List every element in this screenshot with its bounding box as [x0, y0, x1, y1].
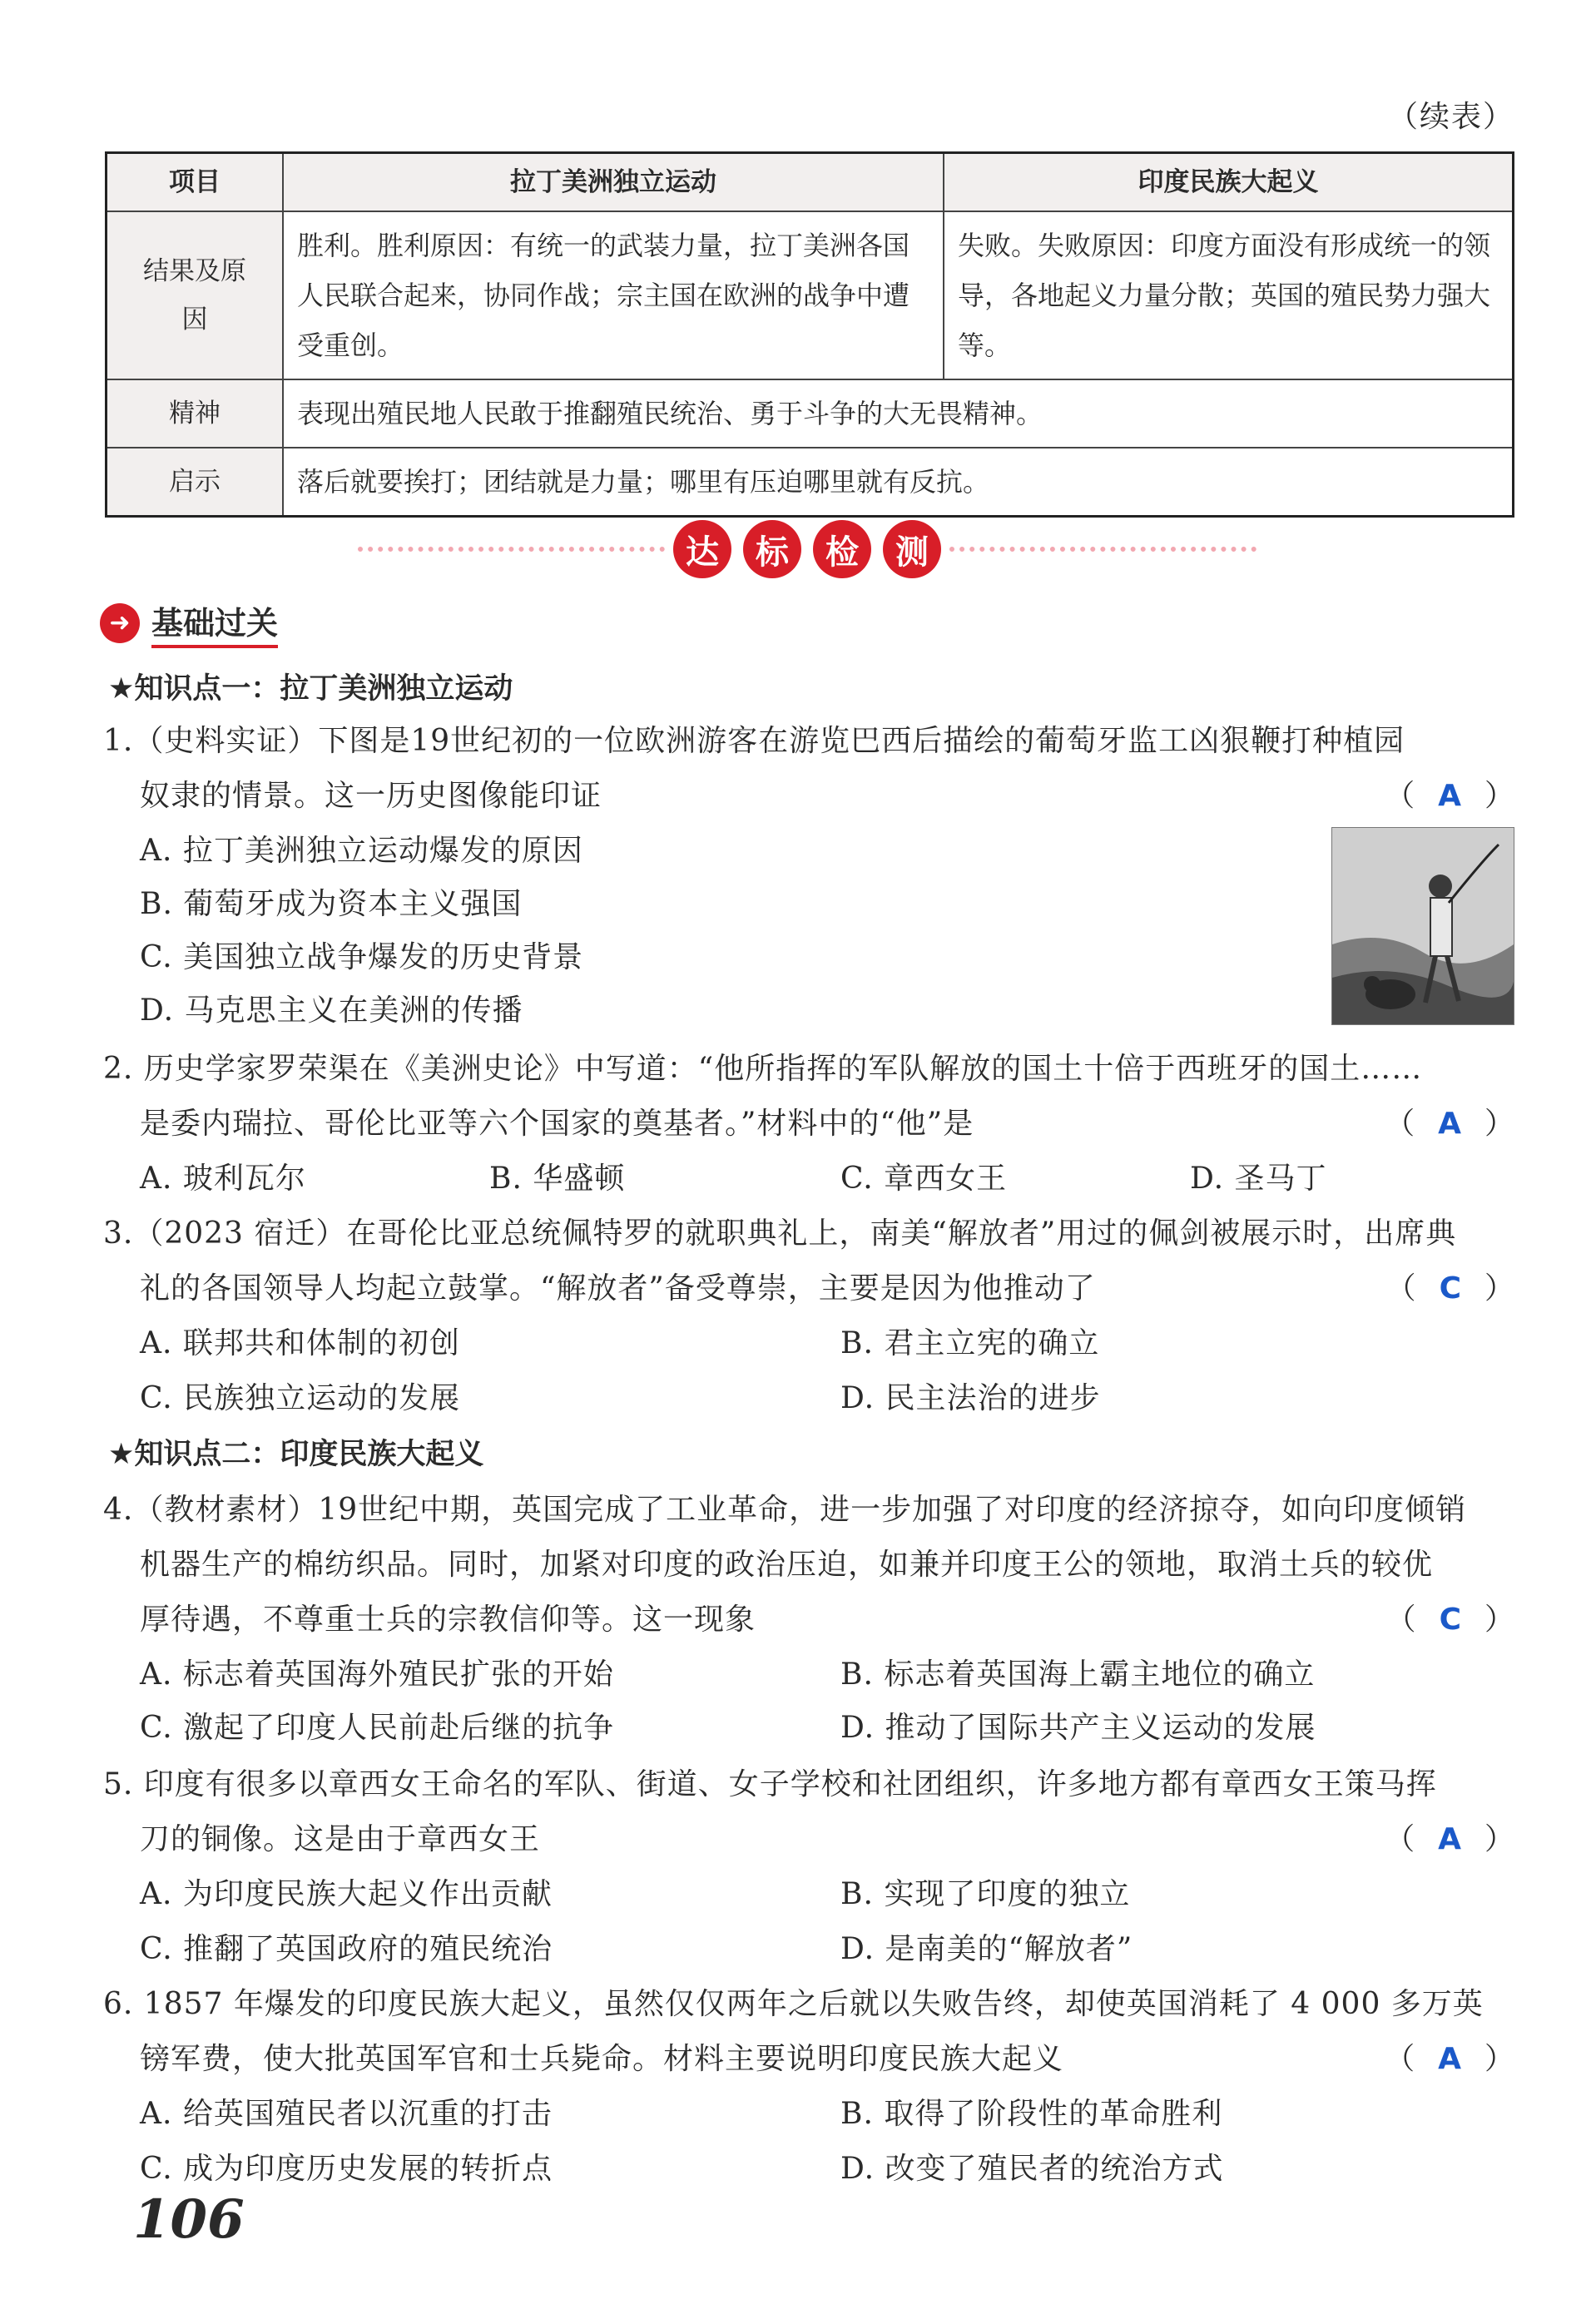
- option-2c: C. 章西女王: [840, 1162, 1008, 1196]
- question-6-line-2: 镑军费，使大批英国军官和士兵毙命。材料主要说明印度民族大起义: [140, 2042, 1064, 2076]
- answer-2: （ A ）: [1385, 1107, 1514, 1141]
- plantation-illustration: [1331, 827, 1514, 1025]
- answer-letter: A: [1438, 1107, 1461, 1141]
- answer-6: （ A ）: [1385, 2042, 1514, 2076]
- header-item: 项目: [107, 153, 284, 212]
- row-label: 结果及原因: [107, 211, 284, 379]
- section-title: 基础过关: [151, 597, 278, 648]
- badge: 标: [743, 520, 801, 578]
- header-india: 印度民族大起义: [944, 153, 1514, 212]
- header-latin: 拉丁美洲独立运动: [283, 153, 944, 212]
- option-1b: B. 葡萄牙成为资本主义强国: [140, 887, 523, 921]
- question-4-line-2: 机器生产的棉纺织品。同时，加紧对印度的政治压迫，如兼并印度王公的领地，取消土兵的较优: [140, 1548, 1434, 1582]
- option-6b: B. 取得了阶段性的革命胜利: [840, 2097, 1223, 2131]
- table-header-row: [107, 153, 1514, 212]
- option-5b: B. 实现了印度的独立: [840, 1877, 1131, 1911]
- answer-1: （ A ）: [1385, 779, 1514, 813]
- question-2-line-1: 2. 历史学家罗荣渠在《美洲史论》中写道：“他所指挥的军队解放的国土十倍于西班牙的国土……: [103, 1052, 1423, 1086]
- option-4c: C. 激起了印度人民前赴后继的抗争: [140, 1711, 615, 1745]
- page-number: 106: [133, 2188, 245, 2251]
- question-5-line-2: 刀的铜像。这是由于章西女王: [140, 1822, 541, 1856]
- row-label: 精神: [107, 379, 284, 448]
- badge: 检: [813, 520, 871, 578]
- question-5-line-1: 5. 印度有很多以章西女王命名的军队、街道、女子学校和社团组织，许多地方都有章西女王策马挥: [103, 1767, 1437, 1801]
- option-1a: A. 拉丁美洲独立运动爆发的原因: [140, 834, 583, 868]
- badge: 达: [673, 520, 731, 578]
- option-3d: D. 民主法治的进步: [840, 1381, 1101, 1415]
- table-row: [107, 448, 1514, 517]
- option-1d: D. 马克思主义在美洲的传播: [140, 993, 523, 1028]
- knowledge-point-1: ★知识点一：拉丁美洲独立运动: [108, 672, 513, 706]
- section-heading: [100, 597, 278, 648]
- option-4d: D. 推动了国际共产主义运动的发展: [840, 1711, 1316, 1745]
- cell-latin-result: 胜利。胜利原因：有统一的武装力量，拉丁美洲各国人民联合起来，协同作战；宗主国在欧洲的战争中遭受重创。: [283, 211, 944, 379]
- cell-spirit: 表现出殖民地人民敢于推翻殖民统治、勇于斗争的大无畏精神。: [283, 379, 1514, 448]
- question-2-line-2: 是委内瑞拉、哥伦比亚等六个国家的奠基者。”材料中的“他”是: [140, 1107, 974, 1141]
- option-6a: A. 给英国殖民者以沉重的打击: [140, 2097, 553, 2131]
- option-2a: A. 玻利瓦尔: [140, 1162, 306, 1196]
- summary-table: [105, 151, 1514, 518]
- answer-5: （ A ）: [1385, 1822, 1514, 1856]
- option-6c: C. 成为印度历史发展的转折点: [140, 2152, 553, 2186]
- option-2b: B. 华盛顿: [489, 1162, 626, 1196]
- question-4-line-1: 4.（教材素材）19世纪中期，英国完成了工业革命，进一步加强了对印度的经济掠夺，如向印度倾销: [103, 1493, 1467, 1527]
- section-divider: [349, 516, 1265, 582]
- continued-label: （续表）: [1387, 100, 1514, 134]
- illustration-drawing: [1332, 828, 1514, 1024]
- arrow-right-icon: ➜: [100, 603, 140, 643]
- option-3b: B. 君主立宪的确立: [840, 1326, 1100, 1360]
- cell-inspiration: 落后就要挨打；团结就是力量；哪里有压迫哪里就有反抗。: [283, 448, 1514, 517]
- question-3-line-1: 3.（2023 宿迁）在哥伦比亚总统佩特罗的就职典礼上，南美“解放者”用过的佩剑被展示时，出席典: [103, 1216, 1457, 1251]
- badge: 测: [883, 520, 941, 578]
- option-5c: C. 推翻了英国政府的殖民统治: [140, 1932, 553, 1966]
- question-1-line-2: 奴隶的情景。这一历史图像能印证: [140, 779, 602, 813]
- option-3c: C. 民族独立运动的发展: [140, 1381, 461, 1415]
- option-5d: D. 是南美的“解放者”: [840, 1932, 1133, 1966]
- question-3-line-2: 礼的各国领导人均起立鼓掌。“解放者”备受尊崇，主要是因为他推动了: [140, 1271, 1096, 1306]
- answer-letter: A: [1438, 1822, 1461, 1856]
- answer-3: （ C ）: [1385, 1271, 1514, 1306]
- question-4-line-3: 厚待遇，不尊重士兵的宗教信仰等。这一现象: [140, 1603, 756, 1637]
- answer-letter: C: [1439, 1271, 1461, 1306]
- table-row: [107, 379, 1514, 448]
- table-row: [107, 211, 1514, 379]
- option-4b: B. 标志着英国海上霸主地位的确立: [840, 1657, 1316, 1692]
- answer-4: （ C ）: [1385, 1603, 1514, 1637]
- answer-letter: C: [1439, 1603, 1461, 1637]
- row-label: 启示: [107, 448, 284, 517]
- knowledge-point-2: ★知识点二：印度民族大起义: [108, 1438, 484, 1471]
- option-5a: A. 为印度民族大起义作出贡献: [140, 1877, 553, 1911]
- answer-letter: A: [1438, 779, 1461, 813]
- option-1c: C. 美国独立战争爆发的历史背景: [140, 940, 584, 974]
- question-6-line-1: 6. 1857 年爆发的印度民族大起义，虽然仅仅两年之后就以失败告终，却使英国消耗了 4 000 多万英: [103, 1987, 1484, 2021]
- divider-dots-right: [949, 547, 1256, 552]
- option-6d: D. 改变了殖民者的统治方式: [840, 2152, 1224, 2186]
- question-1-line-1: 1.（史料实证）下图是19世纪初的一位欧洲游客在游览巴西后描绘的葡萄牙监工凶狠鞭打种植园: [103, 724, 1405, 758]
- divider-badges: [673, 520, 941, 578]
- option-4a: A. 标志着英国海外殖民扩张的开始: [140, 1657, 614, 1692]
- option-3a: A. 联邦共和体制的初创: [140, 1326, 460, 1360]
- divider-dots-left: [358, 547, 665, 552]
- option-2d: D. 圣马丁: [1190, 1162, 1327, 1196]
- answer-letter: A: [1438, 2042, 1461, 2076]
- cell-india-result: 失败。失败原因：印度方面没有形成统一的领导，各地起义力量分散；英国的殖民势力强大等。: [944, 211, 1514, 379]
